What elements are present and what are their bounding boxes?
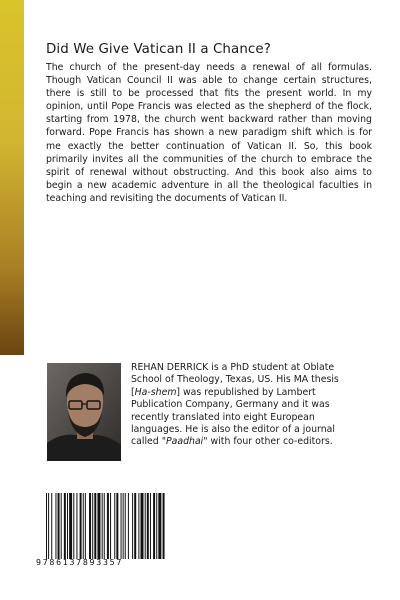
barcode-bar	[85, 493, 86, 559]
barcode-bar	[141, 493, 144, 559]
barcode-bar	[138, 493, 139, 559]
spine-color-band	[0, 0, 24, 355]
barcode-bar	[153, 493, 155, 559]
barcode-bar	[134, 493, 136, 559]
barcode-bar	[110, 493, 111, 559]
author-bio-part3: " with four other co-editors.	[203, 436, 333, 448]
barcode-bar	[61, 493, 62, 559]
author-photo	[47, 363, 121, 461]
barcode-bar	[121, 493, 122, 559]
author-bio-part1: REHAN DERRICK is a PhD student at Oblate School of Theology, Texas, US. His MA thesis [	[131, 362, 339, 398]
barcode-bar	[73, 493, 74, 559]
thesis-title: Ha-shem	[134, 386, 177, 398]
barcode-bar	[89, 493, 91, 559]
barcode-bar	[125, 493, 126, 559]
barcode-bar	[104, 493, 105, 559]
barcode-bar	[58, 493, 60, 559]
barcode-bar	[48, 493, 49, 559]
barcode-bar	[76, 493, 77, 559]
barcode-bar	[158, 493, 161, 559]
barcode-bar	[107, 493, 109, 559]
barcode-bar	[51, 493, 52, 559]
barcode-bar	[46, 493, 47, 559]
journal-name: Paadhai	[166, 436, 204, 448]
isbn-number: 9786137893357	[36, 557, 124, 567]
barcode-bar	[64, 493, 66, 559]
book-blurb: The church of the present-day needs a renewal of all formulas. Though Vatican Council II was able to change certain structures, there is still to be processed that fits the present world. In my opinion, until Pope Francis was elected as the shepherd of the flock, starting from 1978, the church went backward rather than moving forward. Pope Francis has shown a new paradigm shift which is for me exactly the better continuation of Vatican II. So, this book primarily invites all the communities of the church to embrace the spirit of renewal without obstructing. And this book also aims to begin a new academic adventure in all the theological faculties in teaching and revisiting the documents of Vatican II.	[46, 62, 372, 204]
barcode-bar	[116, 493, 118, 559]
barcode-bar	[55, 493, 56, 559]
barcode-bar	[123, 493, 124, 559]
book-title: Did We Give Vatican II a Chance?	[46, 42, 271, 57]
barcode-bar	[83, 493, 84, 559]
barcode-bar	[114, 493, 115, 559]
barcode-bar	[94, 493, 96, 559]
author-bio-part2: ] was republished by Lambert Publication Company, Germany and it was recently translated into eight European languages. He is also the editor of a journal called "	[131, 386, 335, 448]
author-bio	[131, 362, 361, 449]
barcode-bar	[156, 493, 157, 559]
barcode-bar	[80, 493, 82, 559]
barcode-bar	[132, 493, 133, 559]
barcode-bar	[69, 493, 72, 559]
barcode-bar	[145, 493, 146, 559]
barcode-bar	[128, 493, 129, 559]
barcode-bar	[147, 493, 149, 559]
barcode-bar	[163, 493, 165, 559]
barcode-bar	[92, 493, 93, 559]
barcode-bar	[150, 493, 151, 559]
barcode-bar	[102, 493, 103, 559]
barcode-bar	[67, 493, 68, 559]
barcode-bar	[97, 493, 100, 559]
